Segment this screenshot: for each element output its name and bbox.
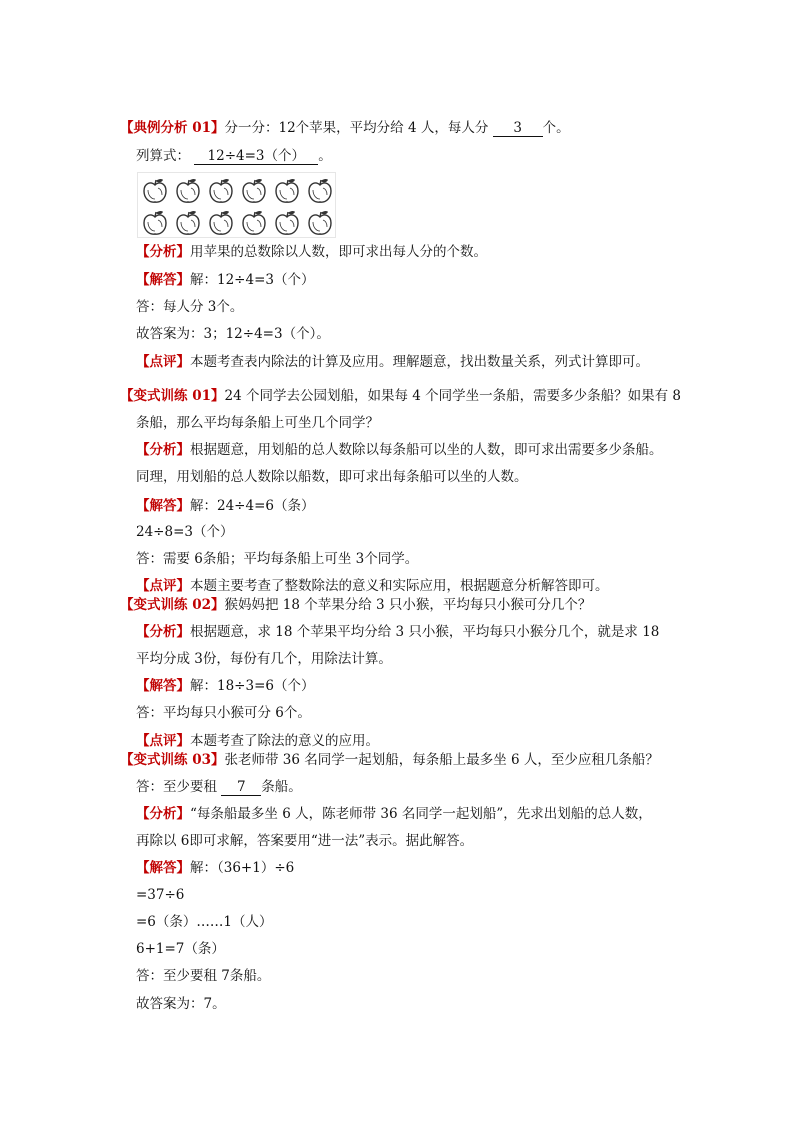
v3-step3: 6+1=7（条）: [136, 941, 225, 957]
v2-comment-text: 本题考查了除法的意义的应用。: [190, 733, 379, 749]
ex1-question: [120, 118, 570, 138]
v3-solution-text: 解：（36+1）÷6: [190, 860, 295, 876]
apple-icon: [210, 211, 232, 234]
v1-solution-text: 解：24÷4=6（条）: [190, 498, 315, 514]
v2-comment-tag: 【点评】: [136, 733, 190, 749]
apple-icon: [177, 211, 199, 234]
v3-blank-answer: [136, 777, 302, 797]
apple-icon: [177, 179, 199, 202]
ex1-analysis: [136, 242, 487, 262]
v3-blank-end: 条船。: [261, 779, 302, 795]
v2-solution: [136, 676, 314, 696]
ex1-analysis-text: 用苹果的总数除以人数，即可求出每人分的个数。: [190, 244, 487, 260]
v2-question: [120, 595, 591, 615]
v2-answer: 答：平均每只小猴可分 6个。: [136, 705, 311, 721]
ex1-question-end: 个。: [542, 120, 570, 136]
apple-grid: [137, 172, 336, 238]
v1-solution-tag: 【解答】: [136, 498, 190, 514]
v3-analysis: [136, 804, 652, 824]
ex1-comment-tag: 【点评】: [136, 354, 190, 370]
v1-comment: [136, 576, 609, 596]
v3-step2: =6（条）……1（人）: [136, 914, 273, 930]
v2-tag: 【变式训练 02】: [120, 597, 225, 613]
v3-tag: 【变式训练 03】: [120, 752, 225, 768]
ex1-tag: 【典例分析 01】: [120, 120, 225, 136]
ex1-formula: [136, 146, 332, 166]
apple-icon: [210, 179, 232, 202]
apple-icon: [144, 179, 166, 202]
apples-illustration: [138, 173, 335, 237]
v3-analysis-line2: 再除以 6即可求解，答案要用“进一法”表示。据此解答。: [136, 833, 474, 849]
v1-solution: [136, 496, 314, 516]
apple-icon: [243, 179, 265, 202]
v2-solution-tag: 【解答】: [136, 678, 190, 694]
v2-analysis-tag: 【分析】: [136, 624, 190, 640]
v1-analysis-line2: 同理，用划船的总人数除以船数，即可求出每条船可以坐的人数。: [136, 469, 528, 485]
ex1-comment-text: 本题考查表内除法的计算及应用。理解题意，找出数量关系，列式计算即可。: [190, 354, 649, 370]
v3-question: [120, 750, 659, 770]
v1-answer: 答：需要 6条船；平均每条船上可坐 3个同学。: [136, 551, 419, 567]
ex1-final: 故答案为：3；12÷4=3（个）。: [136, 326, 330, 342]
v1-analysis-text: 根据题意，用划船的总人数除以每条船可以坐的人数，即可求出需要多少条船。: [190, 442, 663, 458]
v3-blank-label: 答：至少要租: [136, 779, 217, 795]
v3-analysis-tag: 【分析】: [136, 806, 190, 822]
v3-solution: [136, 858, 294, 878]
v1-comment-tag: 【点评】: [136, 578, 190, 594]
apple-icon: [309, 179, 331, 202]
v3-answer: 答：至少要租 7条船。: [136, 968, 271, 984]
v1-calc: 24÷8=3（个）: [136, 524, 234, 540]
ex1-analysis-tag: 【分析】: [136, 244, 190, 260]
v1-analysis-tag: 【分析】: [136, 442, 190, 458]
apple-icon: [144, 211, 166, 234]
v2-analysis-text: 根据题意，求 18 个苹果平均分给 3 只小猴，平均每只小猴分几个，就是求 18: [190, 624, 660, 640]
v1-question: [120, 386, 681, 406]
v3-analysis-text: “每条船最多坐 6 人，陈老师带 36 名同学一起划船”，先求出划船的总人数，: [190, 806, 652, 822]
ex1-solution-text: 解：12÷4=3（个）: [190, 272, 315, 288]
ex1-comment: [136, 352, 649, 372]
v2-question-text: 猴妈妈把 18 个苹果分给 3 只小猴，平均每只小猴可分几个？: [224, 597, 592, 613]
v3-final: 故答案为：7。: [136, 996, 226, 1012]
apple-icon: [243, 211, 265, 234]
ex1-answer-blank: 3: [493, 120, 543, 137]
apple-icon: [276, 179, 298, 202]
v3-question-text: 张老师带 36 名同学一起划船，每条船上最多坐 6 人，至少应租几条船？: [224, 752, 659, 768]
v3-step1: =37÷6: [136, 887, 185, 903]
v1-comment-text: 本题主要考查了整数除法的意义和实际应用，根据题意分析解答即可。: [190, 578, 609, 594]
ex1-formula-blank: 12÷4=3（个）: [194, 148, 318, 165]
ex1-answer: 答：每人分 3个。: [136, 299, 244, 315]
v2-solution-text: 解：18÷3=6（个）: [190, 678, 315, 694]
v1-analysis: [136, 440, 663, 460]
ex1-solution-tag: 【解答】: [136, 272, 190, 288]
v3-solution-tag: 【解答】: [136, 860, 190, 876]
ex1-question-text: 分一分：12个苹果，平均分给 4 人，每人分: [224, 120, 489, 136]
v2-analysis-line2: 平均分成 3份，每份有几个，用除法计算。: [136, 651, 392, 667]
ex1-solution: [136, 270, 314, 290]
apple-icon: [276, 211, 298, 234]
v2-comment: [136, 731, 379, 751]
v1-question-line2: 条船，那么平均每条船上可坐几个同学？: [136, 415, 379, 431]
v1-tag: 【变式训练 01】: [120, 388, 225, 404]
ex1-formula-label: 列算式：: [136, 148, 190, 164]
ex1-formula-end: 。: [318, 148, 332, 164]
v3-answer-blank: 7: [221, 779, 261, 796]
apple-icon: [309, 211, 331, 234]
v1-question-text: 24 个同学去公园划船，如果每 4 个同学坐一条船，需要多少条船？如果有 8: [224, 388, 682, 404]
v2-analysis: [136, 622, 659, 642]
